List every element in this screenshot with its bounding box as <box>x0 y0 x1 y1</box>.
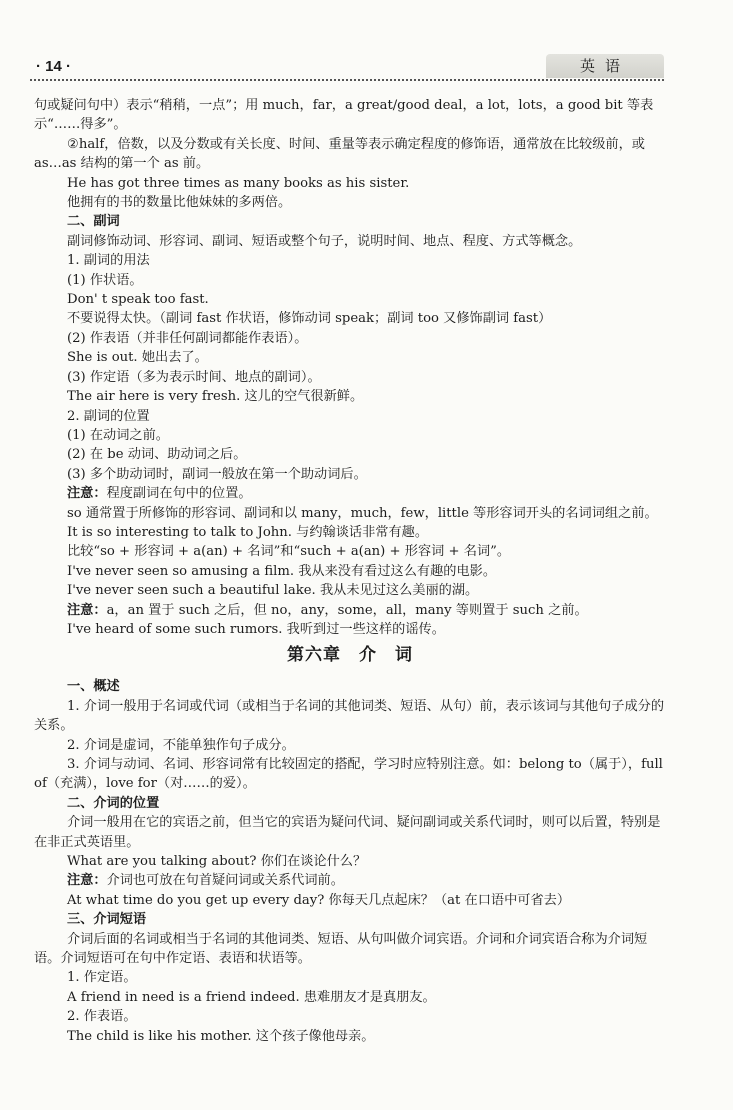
paragraph: 2. 介词是虚词，不能单独作句子成分。 <box>67 737 295 753</box>
page-header <box>30 54 664 80</box>
note <box>34 601 666 620</box>
subheading: 1. 副词的用法 <box>67 253 150 269</box>
header-rule <box>30 79 664 81</box>
note-label: 注意： <box>67 486 107 502</box>
section-heading: 一、概述 <box>67 679 120 695</box>
example-sentence: I've heard of some such rumors. 我听到过一些这样的谣传。 <box>67 621 445 637</box>
paragraph: 1. 介词一般用于名词或代词（或相当于名词的其他词类、短语、从句）前，表示该词与其他句子成分的关系。 <box>34 698 665 734</box>
example-sentence: At what time do you get up every day? 你每天几点起床？（at 在口语中可省去） <box>67 892 571 908</box>
paragraph: 介词后面的名词或相当于名词的其他词类、短语、从句叫做介词宾语。介词和介词宾语合称为介词短语。介词短语可在句中作定语、表语和状语等。 <box>34 931 648 967</box>
example-sentence: What are you talking about? 你们在谈论什么？ <box>67 854 367 870</box>
note-label: 注意： <box>67 602 107 618</box>
list-item: (1) 在动词之前。 <box>67 427 169 443</box>
list-item: (2) 作表语（并非任何副词都能作表语）。 <box>67 330 308 346</box>
paragraph: 介词一般用在它的宾语之前，但当它的宾语为疑问代词、疑问副词或关系代词时，则可以后置，特别是在非正式英语里。 <box>34 815 661 850</box>
example-sentence: She is out. 她出去了。 <box>67 350 208 366</box>
example-translation: 他拥有的书的数量比他妹妹的多两倍。 <box>67 195 292 211</box>
list-item: (3) 作定语（多为表示时间、地点的副词）。 <box>67 369 321 385</box>
list-item: (1) 作状语。 <box>67 272 143 288</box>
example-sentence: Don' t speak too fast. <box>67 292 209 308</box>
note <box>34 484 666 503</box>
example-sentence: I've never seen such a beautiful lake. 我从未见过这么美丽的湖。 <box>67 583 479 599</box>
note-label: 注意： <box>67 873 107 889</box>
section-heading: 二、副词 <box>67 214 120 230</box>
example-sentence: The air here is very fresh. 这儿的空气很新鲜。 <box>67 389 364 405</box>
example-sentence: It is so interesting to talk to John. 与约翰谈话非常有趣。 <box>67 524 429 540</box>
section-heading: 三、介词短语 <box>67 912 147 928</box>
example-sentence: He has got three times as many books as his sister. <box>67 175 410 191</box>
paragraph: 副词修饰动词、形容词、副词、短语或整个句子，说明时间、地点、程度、方式等概念。 <box>67 233 582 249</box>
paragraph: so 通常置于所修饰的形容词、副词和以 many，much，few，little 等形容词开头的名词词组之前。 <box>67 505 658 521</box>
list-item: (2) 在 be 动词、助动词之后。 <box>67 447 247 463</box>
note <box>34 871 666 890</box>
list-item: (3) 多个助动词时，副词一般放在第一个助动词后。 <box>67 466 367 482</box>
note-text: 介词也可放在句首疑问词或关系代词前。 <box>106 873 344 889</box>
note-text: a，an 置于 such 之后，但 no，any，some，all，many 等则置于 such 之前。 <box>106 602 588 618</box>
chapter-title: 第六章 介 词 <box>287 645 413 665</box>
paragraph: ②half，倍数，以及分数或有关长度、时间、重量等表示确定程度的修饰语，通常放在比较级前，或 as…as 结构的第一个 as 前。 <box>34 136 645 172</box>
paragraph: 3. 介词与动词、名词、形容词常有比较固定的搭配，学习时应特别注意。如：belong to（属于），full of（充满），love for（对……的爱）。 <box>34 757 663 792</box>
section-heading: 二、介词的位置 <box>67 795 160 811</box>
example-translation: 不要说得太快。（副词 fast 作状语，修饰动词 speak；副词 too 又修饰副词 fast） <box>67 311 552 327</box>
example-sentence: I've never seen so amusing a film. 我从来没有看过这么有趣的电影。 <box>67 563 497 579</box>
subheading: 2. 副词的位置 <box>67 408 150 424</box>
list-item: 2. 作表语。 <box>67 1009 137 1025</box>
example-sentence: A friend in need is a friend indeed. 患难朋友才是真朋友。 <box>67 989 436 1005</box>
subject-tab: 英语 <box>546 54 664 78</box>
paragraph: 比较“so + 形容词 + a(an) + 名词”和“such + a(an) + 形容词 + 名词”。 <box>67 544 511 560</box>
page-number: · 14 · <box>36 58 72 75</box>
paragraph: 句或疑问句中）表示“稍稍，一点”；用 much，far，a great/good deal，a lot，lots，a good bit 等表示“……得多”。 <box>34 98 654 133</box>
note-text: 程度副词在句中的位置。 <box>106 486 252 502</box>
list-item: 1. 作定语。 <box>67 970 137 986</box>
page-body <box>34 96 666 1046</box>
example-sentence: The child is like his mother. 这个孩子像他母亲。 <box>67 1028 375 1044</box>
